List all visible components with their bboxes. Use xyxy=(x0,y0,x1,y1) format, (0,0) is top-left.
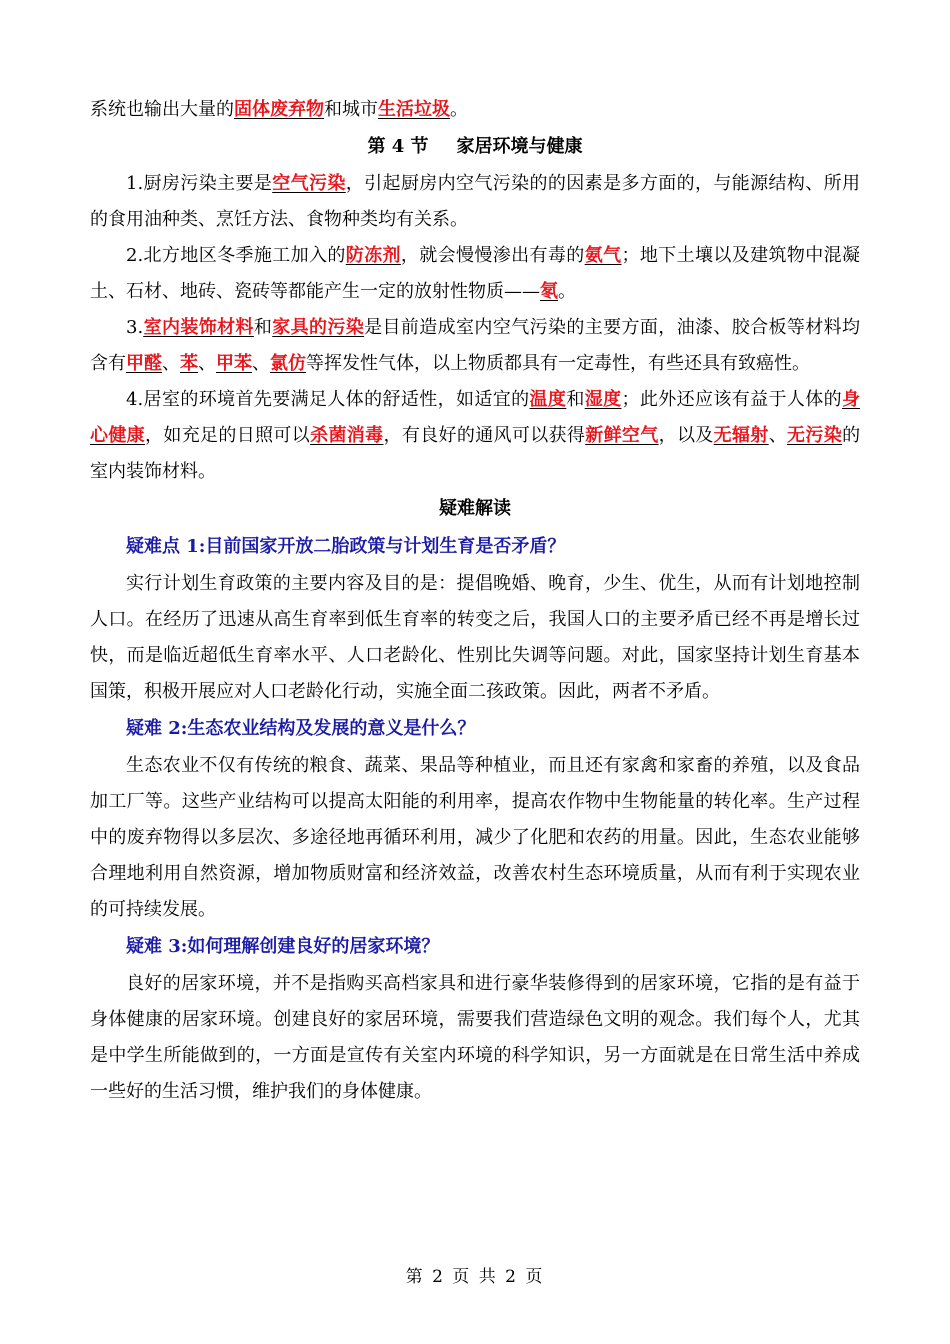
text: 2.北方地区冬季施工加入的 xyxy=(126,245,346,266)
keyword: 甲醛 xyxy=(126,353,162,374)
keyword: 室内装饰材料 xyxy=(143,317,254,338)
text: 、 xyxy=(768,425,788,446)
paragraph-3 xyxy=(90,310,860,382)
text: 。 xyxy=(558,281,576,302)
keyword: 无污染 xyxy=(787,425,843,446)
text: ，引起厨房内空气污染的的因素是多方面的，与能源结构、所用的食用油种类、烹饪方法、食物种类均有关系。 xyxy=(90,173,861,230)
text: 4.居室的环境首先要满足人体的舒适性，如适宜的 xyxy=(126,389,530,410)
section-name: 家居环境与健康 xyxy=(456,136,583,157)
paragraph-4 xyxy=(90,382,860,490)
difficult-section-title: 疑难解读 xyxy=(439,498,511,519)
document-page xyxy=(90,92,860,1110)
keyword: 家具的污染 xyxy=(272,317,365,338)
paragraph-1 xyxy=(90,166,860,238)
text: 3. xyxy=(126,317,144,338)
question-2-title: 疑难 2:生态农业结构及发展的意义是什么？ xyxy=(126,718,476,739)
text: 、 xyxy=(162,353,180,374)
question-3-title: 疑难 3:如何理解创建良好的居家环境？ xyxy=(126,936,440,957)
text: 是目前造成室内空气污染的主要方面，油漆、胶合板等材料均含有 xyxy=(90,317,861,374)
keyword: 氯仿 xyxy=(270,353,306,374)
intro-line xyxy=(90,92,860,128)
text: 系统也输出大量的 xyxy=(90,99,234,120)
text: ，有良好的通风可以获得 xyxy=(383,425,586,446)
question-3-answer: 良好的居家环境，并不是指购买高档家具和进行豪华装修得到的居家环境，它指的是有益于身体健康的居家环境。创建良好的家居环境，需要我们营造绿色文明的观念。我们每个人，尤其是中学生所能做到的，一方面是宣传有关室内环境的科学知识，另一方面就是在日常生活中养成一些好的生活习惯，维护我们的身体健康。 xyxy=(90,973,860,1102)
keyword: 身心健康 xyxy=(90,389,861,446)
page-footer: 第 2 页 共 2 页 xyxy=(405,1267,545,1287)
keyword: 空气污染 xyxy=(272,173,346,194)
text: 等挥发性气体，以上物质都具有一定毒性，有些还具有致癌性。 xyxy=(306,353,810,374)
text: ，以及 xyxy=(658,425,714,446)
text: ；此外还应该有益于人体的 xyxy=(621,389,843,410)
keyword: 苯 xyxy=(180,353,198,374)
text: ；地下土壤以及建筑物中混凝土、石材、地砖、瓷砖等都能产生一定的放射性物质—— xyxy=(90,245,861,302)
section-number: 第 4 节 xyxy=(367,136,429,157)
text: ，就会慢慢渗出有毒的 xyxy=(400,245,585,266)
text: 、 xyxy=(198,353,216,374)
keyword: 氡 xyxy=(540,281,558,302)
keyword: 生活垃圾 xyxy=(378,99,450,120)
text: 1.厨房污染主要是 xyxy=(126,173,273,194)
question-1-answer: 实行计划生育政策的主要内容及目的是：提倡晚婚、晚育，少生、优生，从而有计划地控制人口。在经历了迅速从高生育率到低生育率的转变之后，我国人口的主要矛盾已经不再是增长过快，而是临近超低生育率水平、人口老龄化、性别比失调等问题。对此，国家坚持计划生育基本国策，积极开展应对人口老龄化行动，实施全面二孩政策。因此，两者不矛盾。 xyxy=(90,573,860,702)
text: 。 xyxy=(450,99,468,120)
keyword: 杀菌消毒 xyxy=(310,425,384,446)
text: 的室内装饰材料。 xyxy=(90,425,861,482)
keyword: 氨气 xyxy=(584,245,622,266)
text: 和 xyxy=(253,317,273,338)
keyword: 甲苯 xyxy=(216,353,252,374)
text: 、 xyxy=(252,353,270,374)
keyword: 湿度 xyxy=(584,389,622,410)
section-title xyxy=(90,128,860,166)
text: 和城市 xyxy=(324,99,378,120)
text: 和 xyxy=(566,389,585,410)
keyword: 新鲜空气 xyxy=(585,425,659,446)
question-1-title: 疑难点 1:目前国家开放二胎政策与计划生育是否矛盾？ xyxy=(126,536,566,557)
keyword: 温度 xyxy=(529,389,567,410)
text: ，如充足的日照可以 xyxy=(145,425,311,446)
keyword: 防冻剂 xyxy=(345,245,401,266)
paragraph-2 xyxy=(90,238,860,310)
keyword: 无辐射 xyxy=(713,425,769,446)
keyword: 固体废弃物 xyxy=(234,99,324,120)
question-2-answer: 生态农业不仅有传统的粮食、蔬菜、果品等种植业，而且还有家禽和家畜的养殖，以及食品加工厂等。这些产业结构可以提高太阳能的利用率，提高农作物中生物能量的转化率。生产过程中的废弃物得以多层次、多途径地再循环利用，减少了化肥和农药的用量。因此，生态农业能够合理地利用自然资源，增加物质财富和经济效益，改善农村生态环境质量，从而有利于实现农业的可持续发展。 xyxy=(90,755,860,920)
